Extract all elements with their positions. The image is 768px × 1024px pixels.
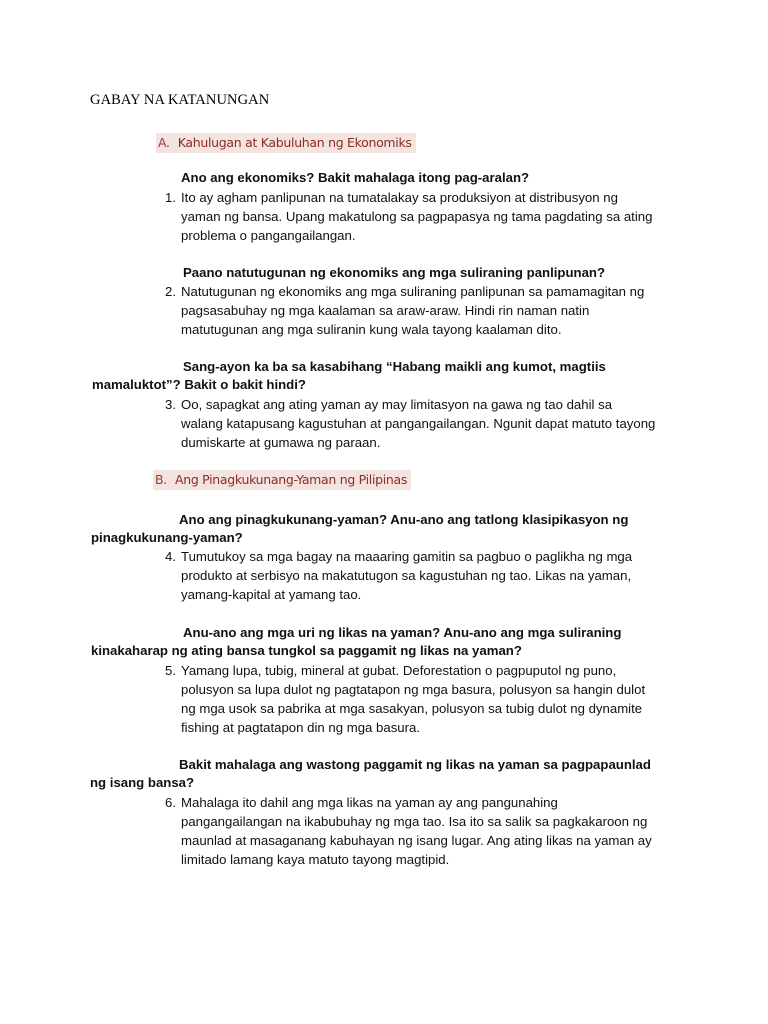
section-letter: B.: [155, 472, 167, 487]
question-line: Sang-ayon ka ba sa kasabihang “Habang maikli ang kumot, magtiis: [183, 359, 606, 374]
section-heading-a: [156, 133, 416, 153]
answer-line: ng mga usok sa pabrika at mga sasakyan, polusyon sa tubig dulot ng dynamite: [181, 701, 643, 716]
question-line: ng isang bansa?: [90, 775, 195, 790]
question-line: Ano ang pinagkukunang-yaman? Anu-ano ang tatlong klasipikasyon ng: [179, 512, 629, 527]
answer-line: Ito ay agham panlipunan na tumatalakay sa produksiyon at distribusyon ng: [181, 190, 618, 205]
list-number: 6.: [165, 795, 176, 810]
question-line: pinagkukunang-yaman?: [91, 530, 243, 545]
question-line: mamaluktot”? Bakit o bakit hindi?: [92, 377, 306, 392]
section-title: Kahulugan at Kabuluhan ng Ekonomiks: [177, 135, 412, 150]
question-1: [181, 169, 529, 187]
answer-line: pagsasabuhay ng mga kaalaman sa araw-araw. Hindi rin naman natin: [181, 303, 590, 318]
answer-line: Yamang lupa, tubig, mineral at gubat. Deforestation o pagpuputol ng puno,: [181, 663, 617, 678]
list-number: 5.: [165, 663, 176, 678]
list-number: 4.: [165, 549, 176, 564]
answer-text: [181, 547, 686, 604]
answer-line: limitado lamang kaya matuto tayong magtipid.: [181, 852, 450, 867]
question-6: [90, 756, 651, 792]
question-4: [91, 511, 629, 547]
question-5: [91, 624, 622, 660]
list-number: 1.: [165, 190, 176, 205]
list-number: 3.: [165, 397, 176, 412]
document-title: GABAY NA KATANUNGAN: [90, 92, 270, 108]
section-heading-b: [153, 470, 411, 490]
answer-line: pangangailangan na ikabubuhay ng mga tao. Isa ito sa salik sa pagkakaroon ng: [181, 814, 648, 829]
question-line: Ano ang ekonomiks? Bakit mahalaga itong pag-aralan?: [181, 170, 530, 185]
answer-line: Mahalaga ito dahil ang mga likas na yaman ay ang pangunahing: [181, 795, 558, 810]
answer-line: problema o pangangailangan.: [181, 228, 356, 243]
question-2: [183, 264, 605, 282]
question-3: [92, 358, 606, 394]
answer-line: yaman ng bansa. Upang makatulong sa pagpapasya ng tama pagdating sa ating: [181, 209, 653, 224]
answer-line: Tumutukoy sa mga bagay na maaaring gamitin sa pagbuo o paglikha ng mga: [181, 549, 633, 564]
answer-line: Natutugunan ng ekonomiks ang mga suliraning panlipunan sa pamamagitan ng: [181, 284, 645, 299]
question-line: Paano natutugunan ng ekonomiks ang mga suliraning panlipunan?: [183, 265, 606, 280]
answer-line: walang katapusang kagustuhan at pangangailangan. Ngunit dapat matuto tayong: [181, 416, 656, 431]
answer-line: dumiskarte at gumawa ng paraan.: [181, 435, 381, 450]
answer-line: yamang-kapital at yamang tao.: [181, 587, 362, 602]
answer-line: maunlad at masaganang kabuhayan ng isang lugar. Ang ating likas na yaman ay: [181, 833, 652, 848]
answer-text: [181, 188, 686, 245]
answer-text: [181, 661, 686, 737]
section-letter: A.: [158, 135, 170, 150]
section-title: Ang Pinagkukunang-Yaman ng Pilipinas: [174, 472, 408, 487]
question-line: Anu-ano ang mga uri ng likas na yaman? Anu-ano ang mga suliraning: [183, 625, 622, 640]
answer-line: matutugunan ang mga suliranin kung wala tayong kaalaman dito.: [181, 322, 562, 337]
question-line: kinakaharap ng ating bansa tungkol sa paggamit ng likas na yaman?: [91, 643, 522, 658]
answer-line: Oo, sapagkat ang ating yaman ay may limitasyon na gawa ng tao dahil sa: [181, 397, 613, 412]
answer-text: [181, 793, 686, 869]
answer-text: [181, 282, 686, 339]
answer-text: [181, 395, 686, 452]
answer-line: fishing at pagtatapon din ng mga basura.: [181, 720, 421, 735]
answer-line: produkto at serbisyo na makatutugon sa kagustuhan ng tao. Likas na yaman,: [181, 568, 632, 583]
list-number: 2.: [165, 284, 176, 299]
answer-line: polusyon sa lupa dulot ng pagtatapon ng mga basura, polusyon sa hangin dulot: [181, 682, 646, 697]
question-line: Bakit mahalaga ang wastong paggamit ng likas na yaman sa pagpapaunlad: [179, 757, 651, 772]
